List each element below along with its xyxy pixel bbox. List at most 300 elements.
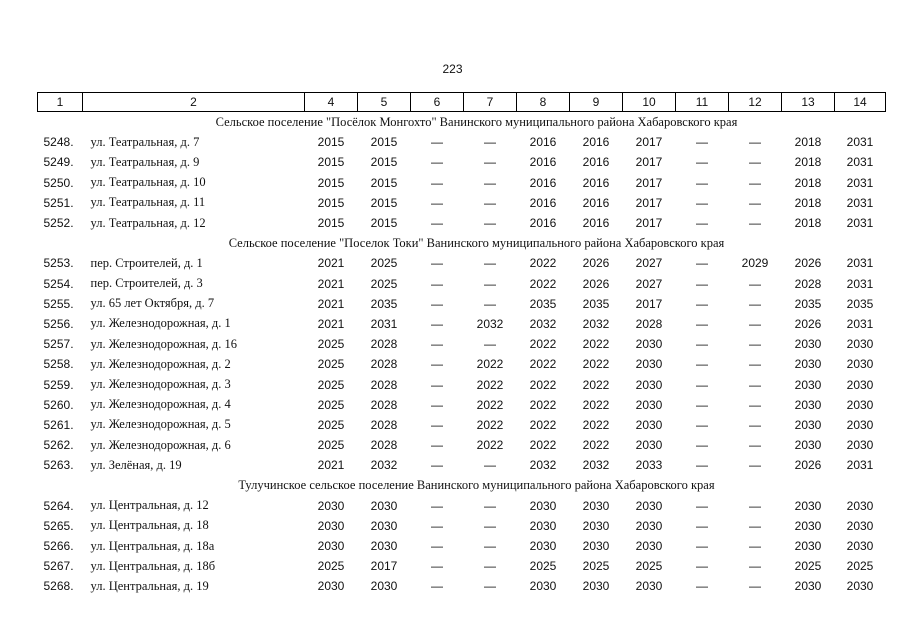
year-cell: 2022 (529, 438, 557, 453)
address-cell: ул. Центральная, д. 18а (90, 538, 215, 553)
year-cell: 2022 (582, 357, 610, 372)
year-cell: 2035 (794, 296, 822, 311)
year-cell: 2025 (317, 559, 345, 574)
year-cell: 2026 (582, 256, 610, 271)
column-header: 1 (38, 93, 83, 112)
row-number: 5260. (43, 397, 74, 412)
column-header: 6 (411, 93, 464, 112)
year-cell: 2018 (794, 155, 822, 170)
year-cell: — (696, 135, 708, 150)
year-cell: 2035 (370, 296, 398, 311)
year-cell: 2035 (846, 296, 874, 311)
year-cell: 2017 (635, 175, 663, 190)
year-cell: 2022 (582, 397, 610, 412)
year-cell: 2017 (635, 195, 663, 210)
year-cell: 2016 (529, 216, 557, 231)
row-number: 5250. (43, 175, 74, 190)
year-cell: 2025 (317, 397, 345, 412)
address-cell: ул. 65 лет Октября, д. 7 (90, 296, 215, 311)
column-header: 2 (83, 93, 305, 112)
year-cell: 2027 (635, 256, 663, 271)
column-header: 4 (305, 93, 358, 112)
year-cell: — (749, 216, 761, 231)
year-cell: 2031 (846, 316, 874, 331)
year-cell: — (484, 337, 496, 352)
year-cell: 2022 (476, 438, 504, 453)
year-cell: 2025 (635, 559, 663, 574)
year-cell: — (749, 417, 761, 432)
year-cell: 2015 (370, 195, 398, 210)
year-cell: 2025 (529, 559, 557, 574)
column-header: 7 (464, 93, 517, 112)
year-cell: 2030 (846, 539, 874, 554)
table-row (38, 132, 886, 152)
section-title: Сельское поселение "Поселок Токи" Ванинского муниципального района Хабаровского края (228, 235, 725, 250)
year-cell: 2025 (317, 377, 345, 392)
table-row (38, 274, 886, 294)
year-cell: — (696, 357, 708, 372)
year-cell: 2031 (846, 155, 874, 170)
year-cell: 2031 (370, 316, 398, 331)
column-header: 5 (358, 93, 411, 112)
year-cell: 2025 (317, 357, 345, 372)
year-cell: — (431, 296, 443, 311)
year-cell: — (484, 539, 496, 554)
year-cell: 2028 (794, 276, 822, 291)
year-cell: 2025 (317, 417, 345, 432)
row-number: 5253. (43, 256, 74, 271)
year-cell: 2030 (794, 498, 822, 513)
year-cell: 2030 (317, 579, 345, 594)
year-cell: 2030 (370, 539, 398, 554)
year-cell: — (431, 377, 443, 392)
year-cell: — (484, 579, 496, 594)
address-cell: ул. Железнодорожная, д. 4 (90, 397, 231, 412)
year-cell: — (696, 256, 708, 271)
year-cell: — (431, 175, 443, 190)
year-cell: 2021 (317, 276, 345, 291)
table-row (38, 556, 886, 576)
year-cell: 2030 (529, 518, 557, 533)
table-row (38, 536, 886, 556)
row-number: 5264. (43, 498, 74, 513)
address-cell: ул. Железнодорожная, д. 16 (90, 336, 238, 351)
column-header: 13 (782, 93, 835, 112)
year-cell: 2026 (794, 256, 822, 271)
year-cell: — (696, 175, 708, 190)
address-cell: ул. Железнодорожная, д. 5 (90, 417, 231, 432)
year-cell: 2022 (476, 417, 504, 432)
year-cell: 2030 (794, 417, 822, 432)
year-cell: 2032 (529, 316, 557, 331)
year-cell: 2030 (635, 417, 663, 432)
year-cell: 2015 (370, 216, 398, 231)
year-cell: 2017 (635, 135, 663, 150)
year-cell: 2033 (635, 458, 663, 473)
year-cell: — (484, 276, 496, 291)
year-cell: — (431, 216, 443, 231)
year-cell: — (431, 397, 443, 412)
year-cell: 2022 (529, 377, 557, 392)
year-cell: — (431, 458, 443, 473)
year-cell: 2030 (635, 518, 663, 533)
year-cell: 2028 (370, 417, 398, 432)
year-cell: 2030 (635, 397, 663, 412)
year-cell: 2030 (529, 579, 557, 594)
year-cell: 2030 (317, 539, 345, 554)
year-cell: 2018 (794, 216, 822, 231)
year-cell: — (749, 579, 761, 594)
year-cell: 2022 (582, 337, 610, 352)
year-cell: 2022 (582, 438, 610, 453)
column-header: 8 (517, 93, 570, 112)
year-cell: — (749, 357, 761, 372)
year-cell: 2030 (794, 377, 822, 392)
year-cell: — (696, 539, 708, 554)
row-number: 5262. (43, 438, 74, 453)
year-cell: 2030 (582, 498, 610, 513)
year-cell: 2030 (794, 539, 822, 554)
header-row (38, 93, 886, 112)
year-cell: 2015 (317, 155, 345, 170)
row-number: 5268. (43, 579, 74, 594)
table-row (38, 173, 886, 193)
year-cell: 2032 (476, 316, 504, 331)
year-cell: 2015 (370, 175, 398, 190)
year-cell: 2030 (846, 518, 874, 533)
year-cell: 2030 (846, 377, 874, 392)
year-cell: — (696, 216, 708, 231)
year-cell: — (749, 276, 761, 291)
year-cell: — (696, 296, 708, 311)
year-cell: — (696, 195, 708, 210)
year-cell: — (749, 135, 761, 150)
year-cell: 2030 (635, 438, 663, 453)
year-cell: 2022 (476, 397, 504, 412)
year-cell: 2030 (529, 539, 557, 554)
year-cell: — (696, 438, 708, 453)
year-cell: 2017 (635, 296, 663, 311)
table-row (38, 415, 886, 435)
table-row (38, 193, 886, 213)
year-cell: — (749, 498, 761, 513)
year-cell: — (484, 458, 496, 473)
year-cell: — (431, 579, 443, 594)
year-cell: 2030 (370, 498, 398, 513)
year-cell: 2030 (370, 579, 398, 594)
column-header: 10 (623, 93, 676, 112)
year-cell: 2028 (370, 357, 398, 372)
table-row (38, 576, 886, 596)
year-cell: 2030 (317, 498, 345, 513)
year-cell: 2030 (794, 337, 822, 352)
year-cell: 2016 (582, 195, 610, 210)
year-cell: 2029 (741, 256, 769, 271)
address-cell: пер. Строителей, д. 3 (90, 276, 203, 291)
year-cell: 2030 (635, 579, 663, 594)
year-cell: 2026 (794, 316, 822, 331)
year-cell: 2030 (794, 438, 822, 453)
year-cell: — (749, 458, 761, 473)
year-cell: 2018 (794, 135, 822, 150)
year-cell: 2030 (635, 357, 663, 372)
year-cell: 2031 (846, 458, 874, 473)
year-cell: 2015 (317, 135, 345, 150)
address-cell: пер. Строителей, д. 1 (90, 255, 203, 270)
year-cell: — (749, 337, 761, 352)
year-cell: — (696, 417, 708, 432)
year-cell: 2031 (846, 216, 874, 231)
year-cell: — (696, 397, 708, 412)
year-cell: 2018 (794, 195, 822, 210)
year-cell: 2016 (582, 216, 610, 231)
table-row (38, 455, 886, 475)
row-number: 5249. (43, 155, 74, 170)
table-row (38, 435, 886, 455)
year-cell: — (696, 377, 708, 392)
year-cell: 2016 (582, 155, 610, 170)
year-cell: 2022 (529, 397, 557, 412)
year-cell: 2030 (846, 397, 874, 412)
year-cell: 2031 (846, 276, 874, 291)
year-cell: — (431, 276, 443, 291)
address-cell: ул. Центральная, д. 12 (90, 498, 209, 513)
year-cell: 2031 (846, 256, 874, 271)
row-number: 5251. (43, 195, 74, 210)
year-cell: — (484, 216, 496, 231)
year-cell: 2030 (529, 498, 557, 513)
year-cell: — (431, 155, 443, 170)
address-cell: ул. Театральная, д. 7 (90, 134, 200, 149)
year-cell: 2015 (370, 135, 398, 150)
year-cell: 2025 (317, 438, 345, 453)
table-row (38, 152, 886, 172)
year-cell: 2030 (370, 518, 398, 533)
year-cell: — (431, 195, 443, 210)
row-number: 5258. (43, 357, 74, 372)
year-cell: — (696, 337, 708, 352)
year-cell: 2028 (370, 377, 398, 392)
row-number: 5265. (43, 518, 74, 533)
year-cell: 2016 (529, 195, 557, 210)
year-cell: 2031 (846, 135, 874, 150)
year-cell: 2026 (582, 276, 610, 291)
year-cell: — (749, 175, 761, 190)
year-cell: — (696, 155, 708, 170)
column-header: 14 (835, 93, 886, 112)
table-row (38, 395, 886, 415)
year-cell: 2030 (635, 498, 663, 513)
year-cell: 2027 (635, 276, 663, 291)
row-number: 5259. (43, 377, 74, 392)
address-cell: ул. Железнодорожная, д. 2 (90, 356, 231, 371)
year-cell: 2022 (529, 256, 557, 271)
page-number: 223 (442, 62, 463, 76)
section-row (38, 233, 886, 253)
year-cell: 2016 (582, 175, 610, 190)
year-cell: — (749, 397, 761, 412)
year-cell: — (431, 498, 443, 513)
year-cell: — (749, 518, 761, 533)
year-cell: 2022 (529, 357, 557, 372)
table-row (38, 213, 886, 233)
year-cell: 2035 (582, 296, 610, 311)
year-cell: — (696, 276, 708, 291)
row-number: 5255. (43, 296, 74, 311)
address-cell: ул. Железнодорожная, д. 3 (90, 377, 231, 392)
year-cell: 2015 (370, 155, 398, 170)
year-cell: 2025 (370, 256, 398, 271)
section-title: Сельское поселение "Посёлок Монгохто" Ванинского муниципального района Хабаровского края (215, 114, 738, 129)
year-cell: — (749, 559, 761, 574)
year-cell: — (484, 155, 496, 170)
address-cell: ул. Театральная, д. 12 (90, 215, 206, 230)
year-cell: 2030 (794, 579, 822, 594)
year-cell: 2030 (582, 539, 610, 554)
year-cell: 2030 (635, 539, 663, 554)
year-cell: 2030 (846, 498, 874, 513)
year-cell: — (431, 135, 443, 150)
year-cell: 2022 (582, 417, 610, 432)
address-cell: ул. Центральная, д. 18 (90, 518, 209, 533)
row-number: 5248. (43, 135, 74, 150)
year-cell: 2021 (317, 458, 345, 473)
year-cell: 2030 (317, 518, 345, 533)
row-number: 5256. (43, 316, 74, 331)
column-header: 9 (570, 93, 623, 112)
year-cell: 2032 (370, 458, 398, 473)
year-cell: 2028 (370, 397, 398, 412)
year-cell: 2015 (317, 216, 345, 231)
year-cell: — (484, 175, 496, 190)
year-cell: — (749, 377, 761, 392)
year-cell: 2017 (370, 559, 398, 574)
section-title: Тулучинское сельское поселение Ванинского муниципального района Хабаровского края (238, 477, 715, 492)
year-cell: 2030 (846, 337, 874, 352)
year-cell: — (484, 296, 496, 311)
table-row (38, 496, 886, 516)
row-number: 5261. (43, 417, 74, 432)
year-cell: — (696, 498, 708, 513)
year-cell: 2030 (794, 397, 822, 412)
year-cell: 2025 (794, 559, 822, 574)
year-cell: — (696, 316, 708, 331)
row-number: 5254. (43, 276, 74, 291)
year-cell: 2030 (846, 438, 874, 453)
address-cell: ул. Театральная, д. 11 (90, 195, 206, 210)
column-header: 12 (729, 93, 782, 112)
year-cell: — (431, 417, 443, 432)
year-cell: — (431, 256, 443, 271)
year-cell: — (484, 256, 496, 271)
row-number: 5252. (43, 216, 74, 231)
year-cell: 2030 (582, 579, 610, 594)
year-cell: 2025 (370, 276, 398, 291)
row-number: 5267. (43, 559, 74, 574)
year-cell: 2025 (317, 337, 345, 352)
address-cell: ул. Зелёная, д. 19 (90, 457, 182, 472)
year-cell: — (749, 195, 761, 210)
year-cell: 2015 (317, 195, 345, 210)
year-cell: — (749, 155, 761, 170)
year-cell: 2016 (529, 135, 557, 150)
year-cell: 2030 (846, 579, 874, 594)
year-cell: 2030 (794, 518, 822, 533)
year-cell: 2016 (529, 155, 557, 170)
year-cell: — (484, 518, 496, 533)
year-cell: 2030 (635, 337, 663, 352)
year-cell: 2028 (370, 438, 398, 453)
year-cell: 2030 (635, 377, 663, 392)
year-cell: — (749, 296, 761, 311)
year-cell: — (696, 458, 708, 473)
section-row (38, 112, 886, 133)
year-cell: 2030 (846, 357, 874, 372)
year-cell: 2030 (846, 417, 874, 432)
year-cell: — (696, 518, 708, 533)
year-cell: — (749, 316, 761, 331)
address-cell: ул. Железнодорожная, д. 6 (90, 437, 231, 452)
year-cell: — (431, 438, 443, 453)
year-cell: 2016 (529, 175, 557, 190)
row-number: 5263. (43, 458, 74, 473)
year-cell: 2021 (317, 296, 345, 311)
year-cell: 2022 (529, 417, 557, 432)
year-cell: 2022 (529, 337, 557, 352)
year-cell: — (484, 195, 496, 210)
table-row (38, 253, 886, 273)
table-row (38, 334, 886, 354)
year-cell: — (484, 559, 496, 574)
year-cell: — (696, 579, 708, 594)
year-cell: 2022 (582, 377, 610, 392)
year-cell: — (484, 135, 496, 150)
address-cell: ул. Театральная, д. 10 (90, 175, 206, 190)
year-cell: 2028 (635, 316, 663, 331)
address-cell: ул. Центральная, д. 19 (90, 578, 209, 593)
year-cell: 2032 (529, 458, 557, 473)
year-cell: 2026 (794, 458, 822, 473)
year-cell: 2016 (582, 135, 610, 150)
section-row (38, 475, 886, 495)
schedule-table (37, 92, 886, 597)
year-cell: 2032 (582, 316, 610, 331)
year-cell: — (484, 498, 496, 513)
year-cell: 2021 (317, 316, 345, 331)
year-cell: — (749, 539, 761, 554)
year-cell: — (431, 316, 443, 331)
address-cell: ул. Центральная, д. 18б (90, 558, 216, 573)
table-row (38, 354, 886, 374)
table-row (38, 516, 886, 536)
year-cell: 2022 (529, 276, 557, 291)
year-cell: 2035 (529, 296, 557, 311)
year-cell: 2032 (582, 458, 610, 473)
year-cell: 2025 (582, 559, 610, 574)
year-cell: 2021 (317, 256, 345, 271)
year-cell: 2022 (476, 357, 504, 372)
year-cell: 2022 (476, 377, 504, 392)
year-cell: 2031 (846, 175, 874, 190)
year-cell: 2017 (635, 155, 663, 170)
row-number: 5266. (43, 539, 74, 554)
year-cell: 2017 (635, 216, 663, 231)
row-number: 5257. (43, 337, 74, 352)
table-row (38, 314, 886, 334)
year-cell: — (749, 438, 761, 453)
year-cell: — (431, 539, 443, 554)
table-body (38, 112, 886, 597)
